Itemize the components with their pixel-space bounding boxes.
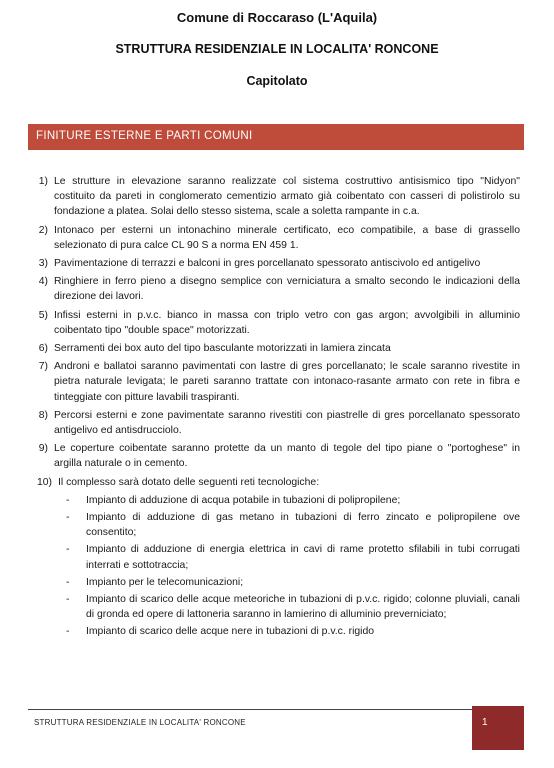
- list-item: [28, 341, 520, 356]
- list-item: [28, 223, 520, 253]
- item-number: 7): [38, 361, 48, 373]
- sub-list-item: [66, 493, 520, 508]
- item-number: 5): [38, 309, 48, 321]
- dash-bullet: -: [66, 626, 70, 638]
- document-heading: Capitolato: [246, 74, 308, 88]
- sub-list-item: [66, 510, 520, 540]
- item-text: Infissi esterni in p.v.c. bianco in massa con triplo vetro con gas argon; avvolgibili in alluminio coibentato tipo "double space" motorizzati.: [54, 309, 520, 336]
- item-text: Percorsi esterni e zone pavimentate saranno rivestiti con piastrelle di gres porcellanato spessorato antigelivo ed antisdrucciolo.: [54, 409, 520, 437]
- list-item: [28, 359, 520, 405]
- dash-bullet: -: [66, 576, 70, 588]
- page-number: 1: [472, 706, 524, 750]
- dash-bullet: -: [66, 544, 70, 556]
- sub-list-item: [66, 624, 520, 639]
- item-text: Le coperture coibentate saranno protette da un manto di tegole del tipo piane o "portoghese" in argilla naturale o in cemento.: [54, 443, 520, 470]
- footer-divider: [28, 709, 472, 710]
- document-title: Comune di Roccaraso (L'Aquila): [176, 10, 378, 25]
- sub-list-item: [66, 592, 520, 622]
- dash-bullet: -: [66, 512, 70, 524]
- list-item: [28, 174, 520, 220]
- item-number: 4): [38, 276, 48, 288]
- footer-text: STRUTTURA RESIDENZIALE IN LOCALITA' RONCONE: [34, 718, 246, 727]
- item-number: 1): [38, 176, 48, 187]
- item-number: 8): [38, 409, 48, 421]
- item-number: 2): [38, 224, 48, 236]
- item-number: 3): [38, 258, 48, 270]
- list-item: [28, 308, 520, 338]
- item-number: 6): [38, 343, 48, 355]
- sub-list-item: [66, 575, 520, 590]
- sub-item-text: Impianto di scarico delle acque nere in tubazioni di p.v.c. rigido: [86, 626, 375, 638]
- spec-list: [28, 174, 520, 642]
- item-text: Pavimentazione di terrazzi e balconi in gres porcellanato spessorato antiscivolo ed antigelivo: [54, 258, 481, 270]
- section-banner: FINITURE ESTERNE E PARTI COMUNI: [28, 124, 524, 150]
- sub-item-text: Impianto di adduzione di energia elettrica in cavi di rame protetto sfilabili in tubi corrugati interrati e sottotraccia;: [86, 544, 520, 571]
- item-number: 9): [38, 443, 48, 455]
- dash-bullet: -: [66, 494, 70, 506]
- sub-item-text: Impianto di scarico delle acque meteoriche in tubazioni di p.v.c. rigido; colonne pluviali, canali di gronda ed opere di lattoneria saranno in lamierino di alluminio preverniciato;: [86, 594, 520, 621]
- list-item: [28, 256, 520, 271]
- page-footer: [28, 706, 524, 750]
- item-text: Intonaco per esterni un intonachino minerale certificato, eco compatibile, a base di grassello selezionato di pura calce CL 90 S a norma EN 459 1.: [54, 224, 520, 251]
- item-text: Il complesso sarà dotato delle seguenti reti tecnologiche:: [58, 476, 320, 488]
- item-text: Serramenti dei box auto del tipo basculante motorizzati in lamiera zincata: [54, 343, 391, 355]
- sub-item-text: Impianto di adduzione di gas metano in tubazioni di ferro zincato e polipropilene ove consentito;: [86, 512, 520, 539]
- document-subtitle: STRUTTURA RESIDENZIALE IN LOCALITA' RONCONE: [115, 42, 439, 56]
- list-item: [28, 274, 520, 304]
- list-item: [28, 408, 520, 438]
- item-text: Ringhiere in ferro pieno a disegno semplice con verniciatura a smalto secondo le indicazioni della direzione dei lavori.: [54, 276, 520, 303]
- sub-item-text: Impianto di adduzione di acqua potabile in tubazioni di polipropilene;: [86, 494, 401, 506]
- sub-list-item: [66, 542, 520, 572]
- item-number: 10): [36, 476, 52, 488]
- sub-item-text: Impianto per le telecomunicazioni;: [86, 576, 244, 588]
- list-item: [28, 475, 520, 490]
- dash-bullet: -: [66, 594, 70, 606]
- list-item: [28, 441, 520, 471]
- item-text: Androni e ballatoi saranno pavimentati con lastre di gres porcellanato; le scale saranno rivestite in pietra naturale levigata; le pareti saranno trattate con intonaco-rasante armato con rete in fibra e tinteggiate con pitture lavabili traspiranti.: [54, 361, 520, 403]
- item-text: Le strutture in elevazione saranno realizzate col sistema costruttivo antisismico tipo "Nidyon" costituito da pareti in conglomerato cementizio armato già coibentato con casseri di polistirolo su fondazione a platea. Solai dello stesso sistema, scale a soletta rampante in c.a.: [54, 176, 520, 218]
